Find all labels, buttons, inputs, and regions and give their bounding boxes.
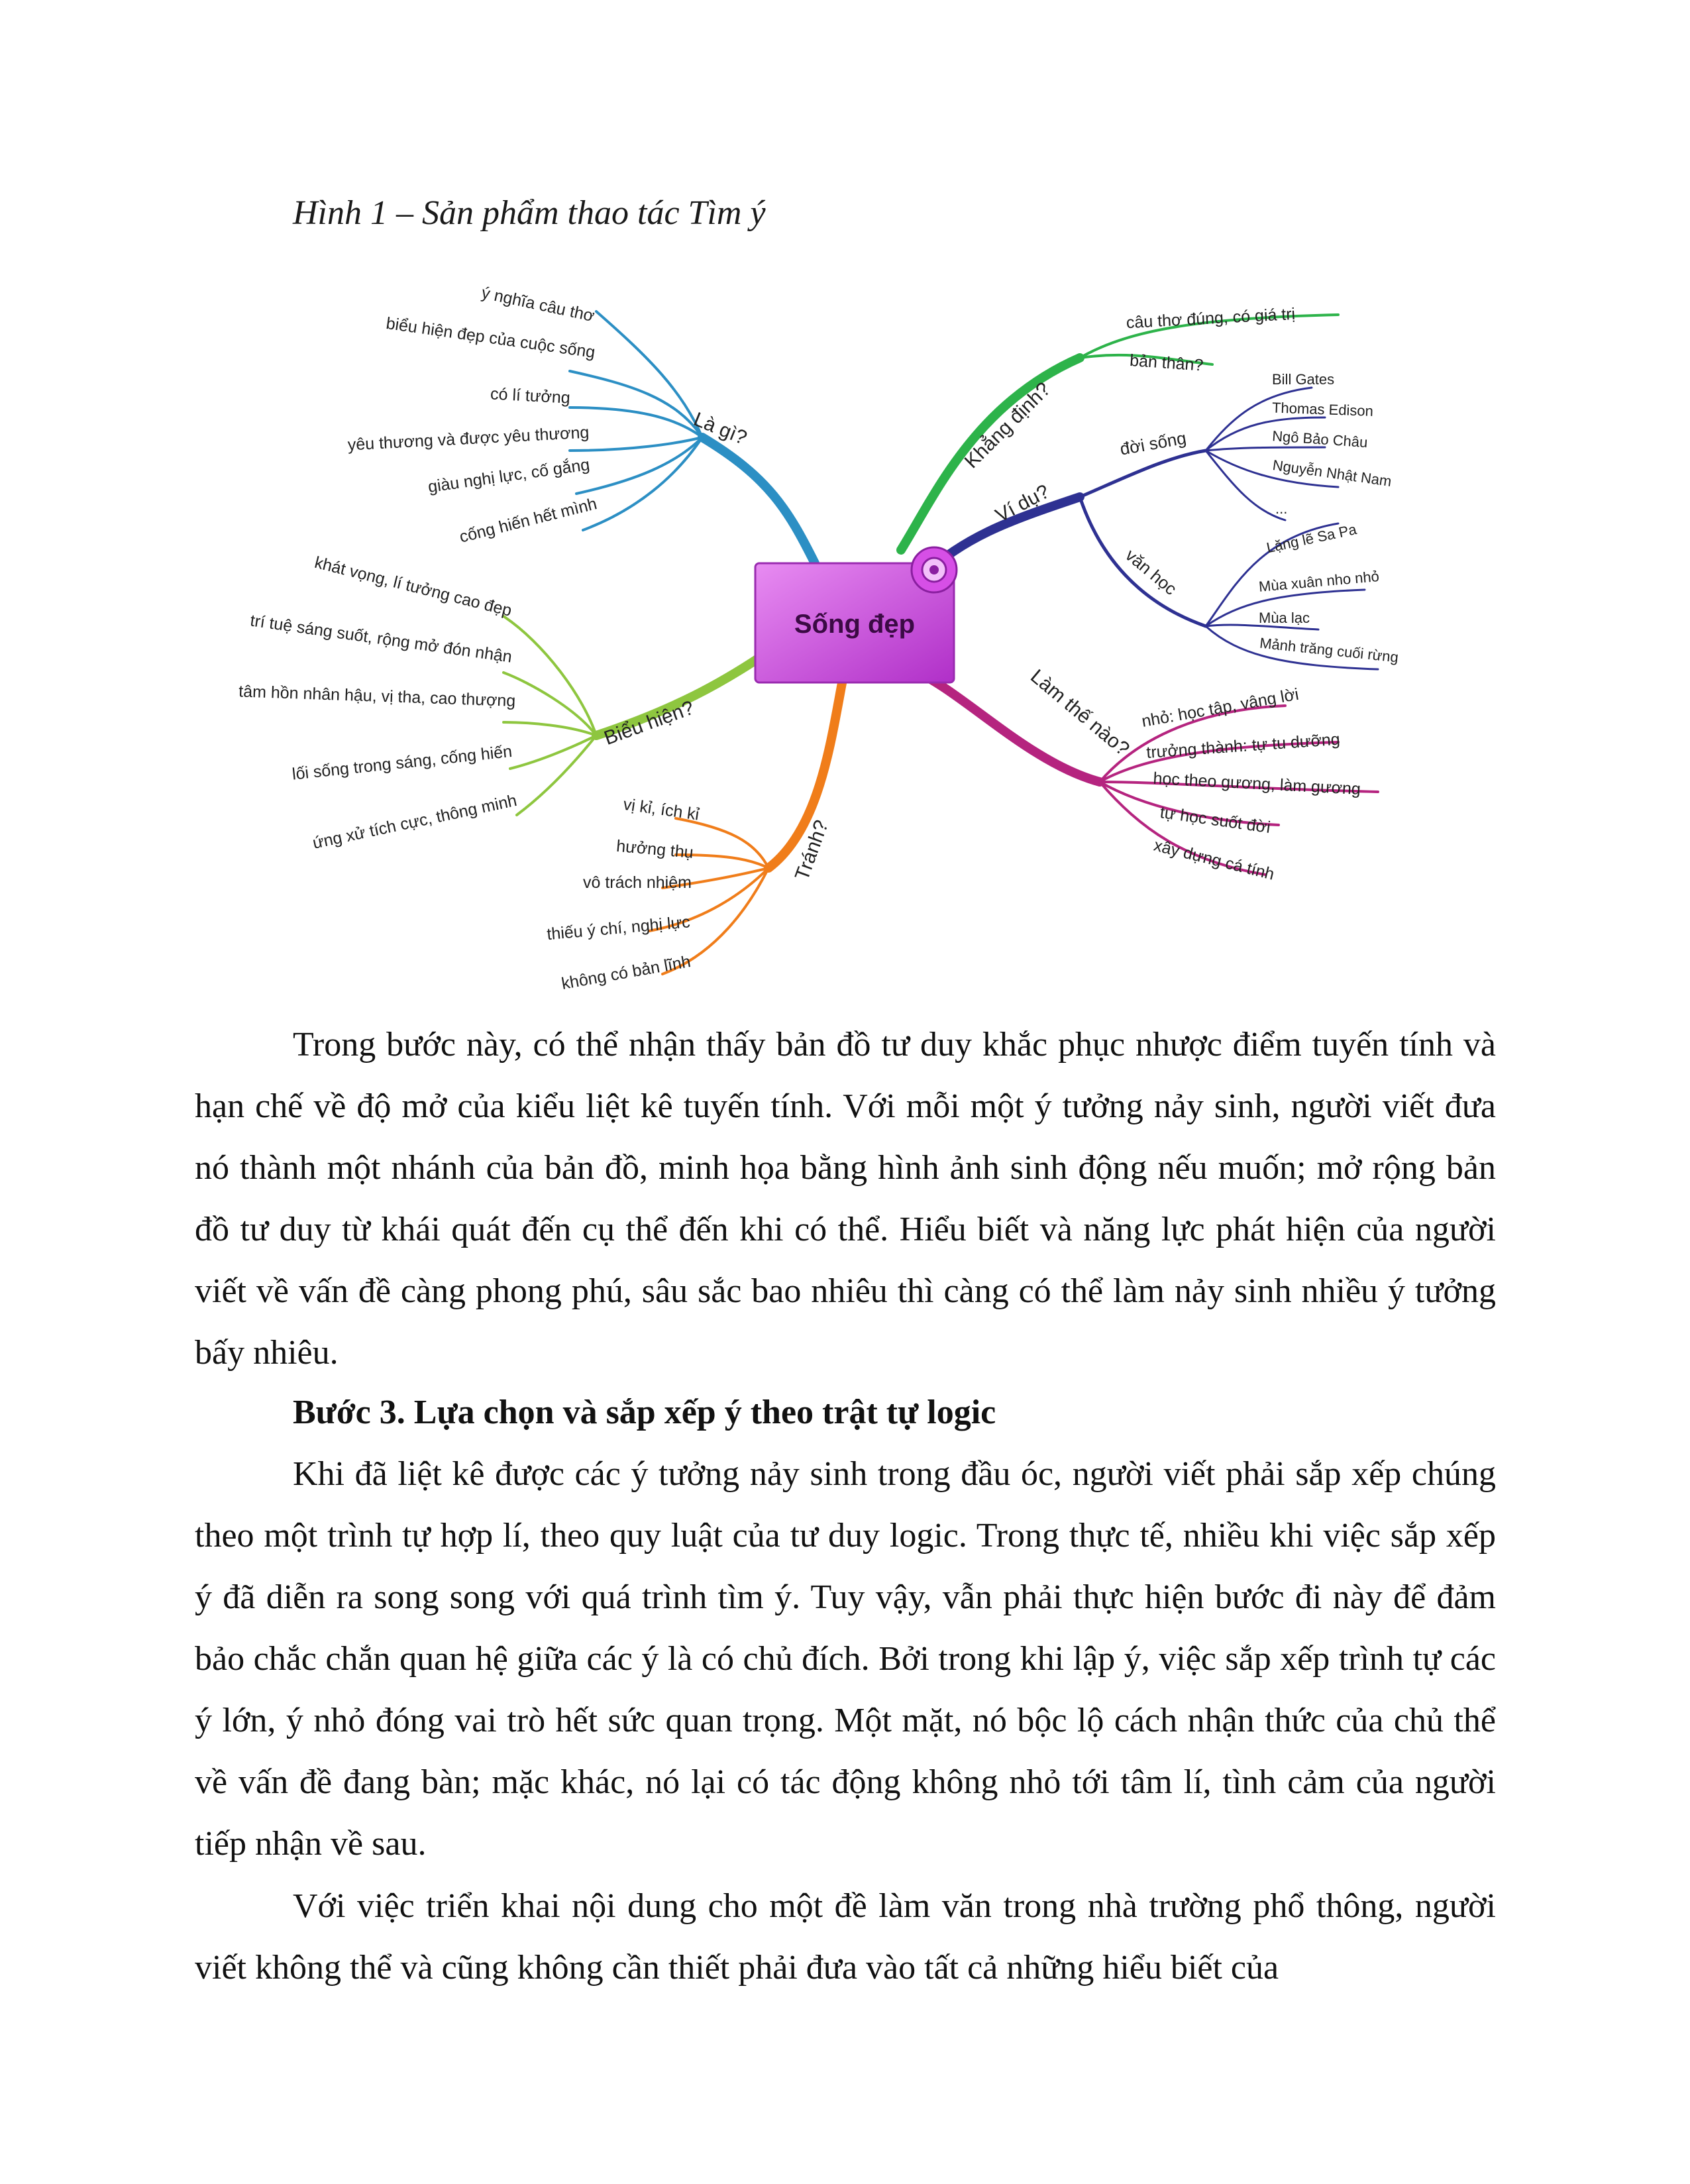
- la-gi-item: ý nghĩa câu thơ: [480, 283, 596, 326]
- doi-song-item: Bill Gates: [1272, 371, 1335, 388]
- van-hoc-item: Mùa lạc: [1259, 610, 1310, 626]
- bieu-hien-label: Biểu hiện?: [601, 696, 698, 750]
- la-gi-label: Là gì?: [690, 408, 751, 450]
- vi-du-van-hoc-label: văn học: [1122, 545, 1181, 599]
- lam-the-nao-item: nhỏ: học tập, vâng lời: [1140, 684, 1300, 731]
- bieu-hien-item: khát vọng, lí tưởng cao đẹp: [313, 553, 514, 620]
- doi-song-item: Thomas Edison: [1271, 399, 1374, 419]
- lam-the-nao-item: xây dựng cá tính: [1151, 836, 1277, 884]
- paragraph-3: Với việc triển khai nội dung cho một đề làm văn trong nhà trường phổ thông, người viết không thể và cũng không cần thiết phải đưa vào tất cả những hiểu biết của: [195, 1887, 1496, 1987]
- la-gi-item: giàu nghị lực, cố gắng: [427, 455, 591, 497]
- mind-map: [199, 258, 1491, 1001]
- tranh-label: Tránh?: [791, 817, 833, 883]
- paragraph-2: Khi đã liệt kê được các ý tưởng nảy sinh trong đầu óc, người viết phải sắp xếp chúng theo một trình tự hợp lí, theo quy luật của tư duy logic. Trong thực tế, nhiều khi việc sắp xếp ý đã diễn ra song song với quá trình tìm ý. Tuy vậy, vẫn phải thực hiện bước đi này để đảm bảo chắc chắn quan hệ giữa các ý là có chủ đích. Bởi trong khi lập ý, việc sắp xếp trình tự các ý lớn, ý nhỏ đóng vai trò hết sức quan trọng. Một mặt, nó bộc lộ cách nhận thức của chủ thể về vấn đề đang bàn; mặc khác, nó lại có tác động không nhỏ tới tâm lí, tình cảm của người tiếp nhận về sau.: [195, 1455, 1496, 1863]
- doi-song-item: Nguyễn Nhật Nam: [1271, 457, 1393, 490]
- branch-la-gi: [570, 311, 815, 563]
- van-hoc-item: Mùa xuân nho nhỏ: [1258, 568, 1380, 595]
- vi-du-label: Ví dụ?: [992, 480, 1053, 527]
- lam-the-nao-label: Làm thế nào?: [1026, 665, 1134, 761]
- paragraph-1: Trong bước này, có thể nhận thấy bản đồ tư duy khắc phục nhược điểm tuyến tính và hạn chế về độ mở của kiểu liệt kê tuyến tính. Với mỗi một ý tưởng nảy sinh, người viết đưa nó thành một nhánh của bản đồ, minh họa bằng hình ảnh sinh động nếu muốn; mở rộng bản đồ tư duy từ khái quát đến cụ thể đến khi có thể. Hiểu biết và năng lực phát hiện của người viết về vấn đề càng phong phú, sâu sắc bao nhiêu thì càng có thể làm nảy sinh nhiều ý tưởng bấy nhiêu.: [195, 1026, 1496, 1372]
- bieu-hien-item: tâm hồn nhân hậu, vị tha, cao thượng: [238, 682, 516, 710]
- khang-dinh-item: bản thân?: [1129, 351, 1204, 375]
- khang-dinh-label: Khẳng định?: [960, 378, 1055, 473]
- khang-dinh-item: câu thơ đúng, có giá trị: [1126, 304, 1296, 333]
- tranh-item: hưởng thụ: [615, 836, 694, 862]
- bieu-hien-item: trí tuệ sáng suốt, rộng mở đón nhận: [248, 611, 513, 667]
- tranh-item: thiếu ý chí, nghị lực: [546, 912, 691, 944]
- la-gi-item: biểu hiện đẹp của cuộc sống: [385, 313, 597, 362]
- lam-the-nao-item: trưởng thành: tự tu dưỡng: [1145, 730, 1341, 763]
- van-hoc-item: Mảnh trăng cuối rừng: [1259, 634, 1400, 666]
- doi-song-item: ...: [1275, 500, 1288, 517]
- lam-the-nao-item: tự học suốt đời: [1159, 803, 1272, 838]
- center-label: Sống đẹp: [794, 610, 916, 639]
- vi-du-doi-song-label: đời sống: [1118, 427, 1188, 459]
- van-hoc-item: Lặng lẽ Sa Pa: [1265, 521, 1358, 557]
- bieu-hien-item: lối sống trong sáng, cống hiến: [291, 741, 513, 784]
- figure-caption: Hình 1 – Sản phẩm thao tác Tìm ý: [293, 194, 766, 232]
- section-heading: Bước 3. Lựa chọn và sắp xếp ý theo trật tự logic: [293, 1393, 996, 1431]
- la-gi-item: có lí tưởng: [490, 384, 571, 408]
- la-gi-item: cống hiến hết mình: [457, 494, 599, 547]
- bieu-hien-item: ứng xử tích cực, thông minh: [311, 791, 519, 853]
- la-gi-item: yêu thương và được yêu thương: [347, 423, 590, 455]
- doi-song-item: Ngô Bảo Châu: [1271, 427, 1369, 451]
- tranh-item: không có bản lĩnh: [560, 952, 692, 993]
- lam-the-nao-item: học theo gương, làm gương: [1152, 769, 1361, 799]
- tranh-item: vị kỉ, ích kỉ: [622, 794, 701, 824]
- flower-icon: [912, 547, 957, 592]
- center-node: [755, 547, 957, 682]
- branch-lam-the-nao: [911, 669, 1378, 875]
- branch-bieu-hien: [503, 616, 762, 815]
- tranh-item: vô trách nhiệm: [583, 873, 692, 892]
